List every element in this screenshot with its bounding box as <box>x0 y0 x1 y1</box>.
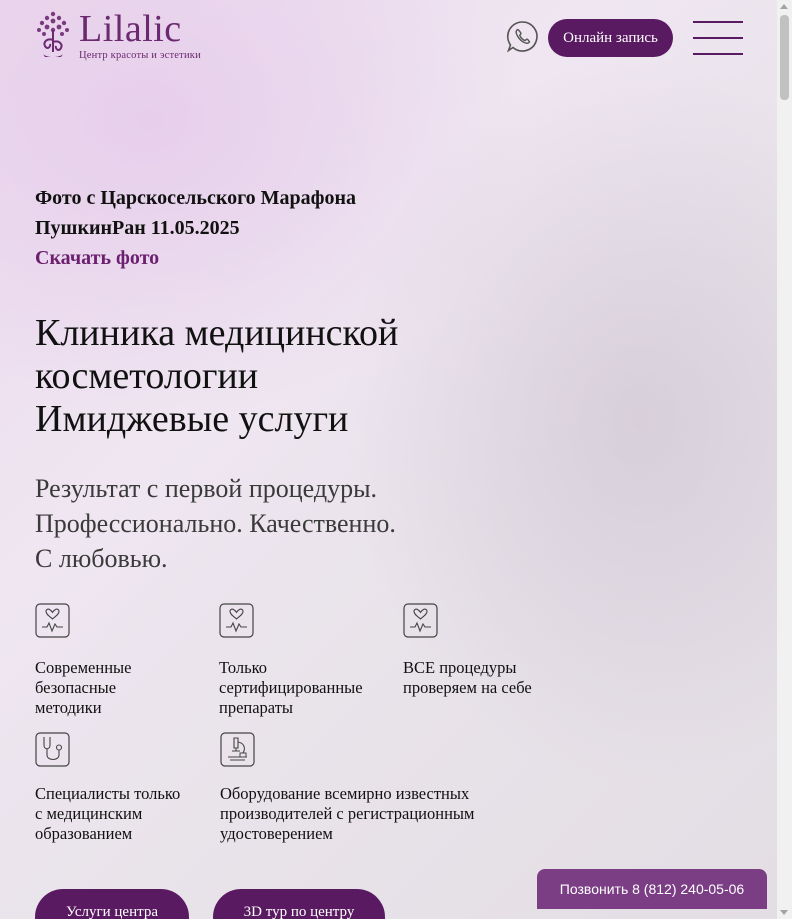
feature-text-line: удостоверением <box>220 824 333 843</box>
logo-subtitle: Центр красоты и эстетики <box>79 50 201 61</box>
heart-pulse-icon <box>219 603 254 638</box>
feature-text-line: сертифицированные <box>219 678 363 697</box>
download-photo-link[interactable]: Скачать фото <box>35 247 160 269</box>
feature-item <box>403 603 573 698</box>
feature-text-line: ВСЕ процедуры <box>403 658 517 677</box>
feature-text-line: проверяем на себе <box>403 678 532 697</box>
hero-subtitle <box>35 471 535 576</box>
hero-subtitle-line2: Профессионально. Качественно. <box>35 509 396 538</box>
hero-subtitle-line3: С любовью. <box>35 544 168 573</box>
heart-pulse-icon <box>35 603 70 638</box>
whatsapp-icon[interactable] <box>505 19 540 54</box>
hamburger-menu-icon[interactable] <box>693 21 743 55</box>
feature-text-line: производителей с регистрационным <box>220 804 475 823</box>
hero-subtitle-line1: Результат с первой процедуры. <box>35 474 378 503</box>
menu-line <box>693 21 743 23</box>
scroll-up-arrow-icon[interactable] <box>780 4 788 9</box>
hero-title-line2: косметологии <box>35 355 259 397</box>
feature-text-line: Современные <box>35 658 132 677</box>
services-button[interactable]: Услуги центра <box>35 889 189 919</box>
scroll-down-arrow-icon[interactable] <box>780 910 788 915</box>
feature-text-line: Только <box>219 658 268 677</box>
online-booking-button[interactable]: Онлайн запись <box>548 19 673 57</box>
feature-text-line: Специалисты только <box>35 784 181 803</box>
menu-line <box>693 53 743 55</box>
feature-item <box>35 732 195 844</box>
feature-item <box>219 603 389 718</box>
3d-tour-button[interactable]: 3D тур по центру <box>213 889 385 919</box>
feature-item <box>35 603 185 718</box>
tree-logo-icon <box>35 10 71 60</box>
feature-text-line: с медицинским <box>35 804 143 823</box>
scrollbar[interactable] <box>777 0 792 919</box>
feature-item <box>220 732 510 844</box>
hero-title-line3: Имиджевые услуги <box>35 398 349 440</box>
menu-line <box>693 37 743 39</box>
microscope-icon <box>220 732 255 767</box>
news-title-line2: ПушкинРан 11.05.2025 <box>35 217 240 239</box>
heart-pulse-icon <box>403 603 438 638</box>
news-title-line1: Фото с Царскосельского Марафона <box>35 187 357 209</box>
feature-text-line: образованием <box>35 824 133 843</box>
logo-name: Lilalic <box>79 8 182 50</box>
feature-text-line: препараты <box>219 698 294 717</box>
call-button[interactable]: Позвонить 8 (812) 240-05-06 <box>537 869 767 909</box>
hero-title <box>35 312 535 441</box>
feature-text-line: методики <box>35 698 102 717</box>
stethoscope-icon <box>35 732 70 767</box>
feature-text-line: безопасные <box>35 678 117 697</box>
hero-title-line1: Клиника медицинской <box>35 312 399 354</box>
scrollbar-thumb[interactable] <box>780 15 789 100</box>
feature-text-line: Оборудование всемирно известных <box>220 784 470 803</box>
news-block <box>35 183 435 273</box>
logo[interactable] <box>35 10 201 61</box>
